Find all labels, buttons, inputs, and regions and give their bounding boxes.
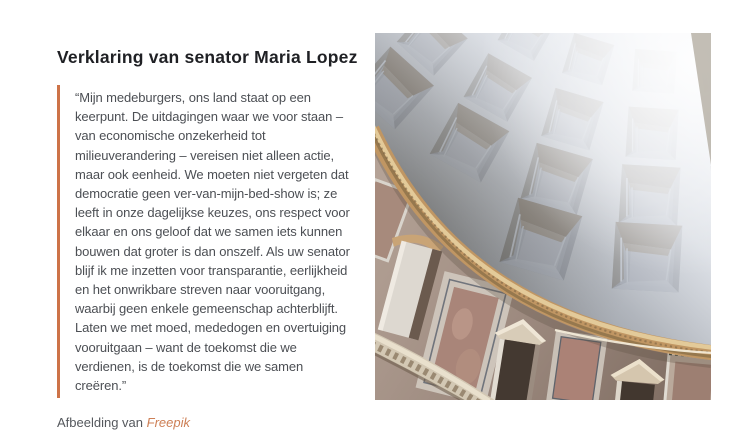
pantheon-dome-photo	[375, 33, 711, 400]
page-title: Verklaring van senator Maria Lopez	[57, 47, 358, 67]
quote-text: “Mijn medeburgers, ons land staat op een keerpunt. De uitdagingen waar we voor staan – van economische onzekerheid tot milieuverandering – vereisen niet alleen actie, maar ook eenheid. We moeten niet vergeten dat democratie geen ver-van-mijn-bed-show is; ze leeft in onze dagelijkse keuzes, ons respect voor elkaar en ons geloof dat we samen iets kunnen bouwen dat groter is dan onszelf. Als uw senator blijf ik me inzetten voor transparantie, eerlijkheid en het onwrikbare streven naar vooruitgang, waarbij geen enkele gemeenschap achterblijft. Laten we met moed, mededogen en overtuiging vooruitgaan – want de toekomst die we verdienen, is de toekomst die we samen creëren.”	[75, 90, 350, 394]
statement-quote	[57, 85, 362, 398]
statement-section	[57, 44, 362, 430]
image-credit	[57, 415, 362, 430]
credit-link-freepik[interactable]: Freepik	[146, 415, 190, 431]
credit-text: Afbeelding van	[57, 415, 147, 431]
pantheon-dome-image	[375, 33, 711, 400]
